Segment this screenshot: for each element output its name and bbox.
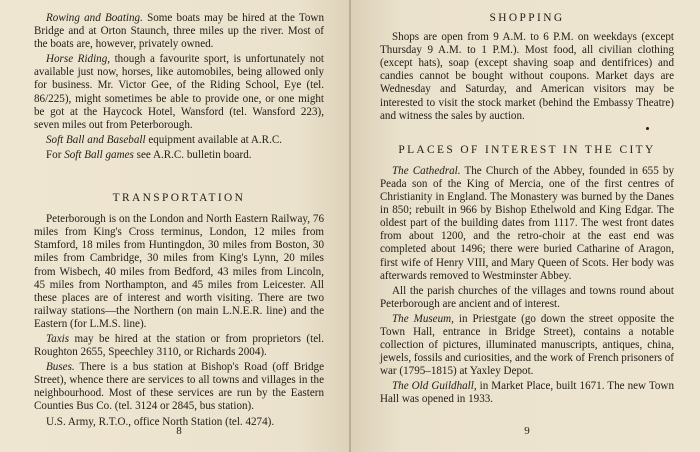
softball-text: equipment available at A.R.C. xyxy=(148,133,283,146)
transportation-heading: TRANSPORTATION xyxy=(112,192,246,205)
softball-title: Soft Ball and Baseball xyxy=(46,133,146,146)
horse-riding-paragraph xyxy=(34,53,324,132)
softball-games-title: Soft Ball games xyxy=(64,148,134,161)
guildhall-text: in Market Place, built 1671. The new Town Hall was opened in 1933. xyxy=(380,380,674,406)
softball-games-paragraph xyxy=(34,149,324,162)
horse-riding-text: though a favourite sport, is unfortunately not available just now, horses, like automobiles, being allowed only for business. Mr. Victor Gee, of the Riding School, Eye (tel. 86/225), might sometimes be able to provide one, or one might be got at the Haycock Hotel, Wansford (tel. Wansford 223), seven miles out from Peterborough. xyxy=(34,53,324,131)
buses-title: Buses. xyxy=(46,361,75,374)
shopping-heading: SHOPPING xyxy=(489,12,565,24)
page-number: 8 xyxy=(176,424,182,437)
taxis-text: may be hired at the station or from proprietors (tel. Roughton 2655, Speechley 3110, or Richards 2004). xyxy=(34,332,324,359)
buses-text: There is a bus station at Bishop's Road (off Bridge Street), whence there are services to all towns and villages in the neighbourhood. Most of these services are run by the Eastern Counties Bus Co. (tel. 3124 or 2845, bus station). xyxy=(34,361,324,413)
transportation-paragraph: Peterborough is on the London and North Eastern Railway, 76 miles from King's Cross terminus, London, 12 miles from Stamford, 18 miles from Huntingdon, 30 miles from Boston, 30 miles from Cambridge, 30 miles from King's Lynn, 20 miles from Wisbech, 40 miles from Bedford, 43 miles from Lincoln, 45 miles from Northampton, and 45 miles from Leicester. All these places are of interest and worth visiting. There are two railway stations—the Northern (on main L.N.E.R. line) and the Eastern (for L.M.S. line). xyxy=(34,213,324,330)
places-of-interest-heading: PLACES OF INTEREST IN THE CITY xyxy=(398,143,656,156)
horse-riding-title: Horse Riding, xyxy=(46,53,111,66)
shopping-paragraph: Shops are open from 9 A.M. to 6 P.M. on weekdays (except Thursday 9 A.M. to 1 P.M.). Most food, all civilian clothing (except hats), soap (except shaving soap and dentifrices) and candies cannot be bought without coupons. Market days are Wednesday and Saturday, and American visitors may be interested to visit the stock market (behind the Embassy Theatre) and witness the sales by auction. xyxy=(380,31,674,122)
cathedral-paragraph xyxy=(380,165,674,283)
page-number: 9 xyxy=(524,424,530,437)
cathedral-text: The Church of the Abbey, founded in 655 by Peada son of the King of Mercia, one of the first centres of Christianity in England. The Monastery was burned by the Danes in 850; rebuilt in 966 by Bishop Ethelwold and King Edgar. The oldest part of the building dates from 1117. The west front dates from about 1200, and the retro-choir at the east end was completed about 1496; there were buried Catharine of Aragon, first wife of Henry VIII, and Mary Queen of Scots. Her body was afterwards removed to Westminster Abbey. xyxy=(380,164,674,282)
softball-games-pre: For xyxy=(46,148,62,161)
page-gutter xyxy=(349,0,351,452)
cathedral-title: The Cathedral. xyxy=(392,164,461,177)
right-page xyxy=(350,0,700,452)
ink-dot xyxy=(646,127,649,130)
churches-paragraph: All the parish churches of the villages and towns round about Peterborough are ancient and of interest. xyxy=(380,284,674,310)
softball-games-text: see A.R.C. bulletin board. xyxy=(136,148,252,161)
rowing-text: Some boats may be hired at the Town Bridge and at Orton Staunch, three miles up the river. Most of the boats are, however, privately owned. xyxy=(34,12,324,51)
museum-text: in Priestgate (go down the street opposite the Town Hall, entrance in Bridge Street), contains a notable collection of pictures, illuminated manuscripts, antiques, china, jewels, fossils and curiosities, and the work of French prisoners of war (1795–1815) at Yaxley Depot. xyxy=(380,312,675,378)
army-paragraph: U.S. Army, R.T.O., office North Station (tel. 4274). xyxy=(46,415,275,428)
guildhall-paragraph xyxy=(380,380,674,406)
museum-title: The Museum, xyxy=(392,312,454,325)
taxis-title: Taxis xyxy=(46,332,70,345)
museum-paragraph xyxy=(380,313,674,378)
taxis-paragraph xyxy=(34,333,324,359)
softball-paragraph xyxy=(34,134,324,147)
guildhall-title: The Old Guildhall, xyxy=(392,380,477,393)
rowing-paragraph xyxy=(34,12,324,51)
rowing-title: Rowing and Boating. xyxy=(46,12,143,24)
buses-paragraph xyxy=(34,361,324,413)
